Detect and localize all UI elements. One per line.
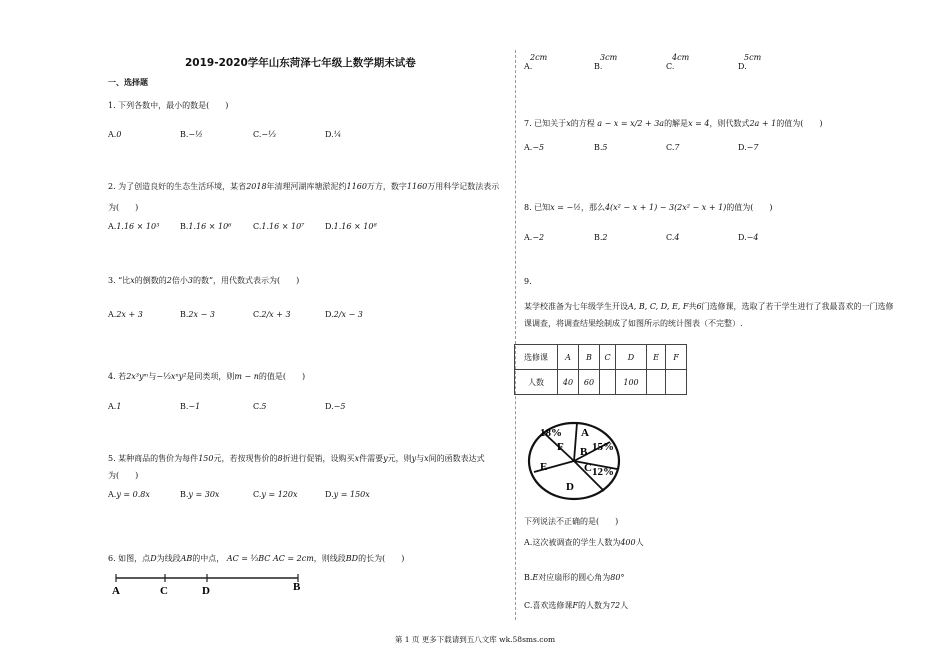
q9-stem-cont: 课调查，将调查结果绘制成了如图所示的统计图表（不完整）.	[524, 319, 743, 328]
q1-opt-b: B.−½	[180, 130, 203, 139]
pie-label-b: B	[580, 446, 588, 458]
table-cell: E	[647, 345, 666, 370]
page-footer: 第 1 页 更多下载请到五八文库 wk.58sms.com	[394, 635, 556, 644]
pie-label-e: E	[540, 461, 548, 473]
table-row	[515, 345, 687, 370]
q7-opt-b: B.5	[594, 143, 608, 152]
q1-opt-a: A.0	[108, 130, 122, 139]
q9-opt-c: C.喜欢选修课F的人数为72人	[524, 601, 629, 610]
q4-opt-b: B.−1	[180, 402, 201, 411]
q7-stem: 7. 已知关于x的方程 a − x = x/2 + 3a的解是x = 4，则代数式2a + 1的值为( )	[524, 119, 823, 128]
table-cell: 60	[579, 370, 600, 395]
q6-segment-figure	[108, 570, 308, 598]
q6-opt-a: 2cm A.	[524, 53, 548, 71]
q4-opt-d: D.−5	[325, 402, 346, 411]
q6-opt-b: 3cm B.	[594, 53, 618, 71]
q5-stem-cont: 为( )	[108, 471, 139, 480]
q5-stem: 5. 某种商品的售价为每件150元，若按现售价的8折进行促销，设购买x件需要y元，则y与x间的函数表达式	[108, 454, 485, 463]
point-label-b: B	[293, 581, 301, 593]
q5-opt-a: A.y = 0.8x	[108, 490, 150, 499]
table-cell: 40	[558, 370, 579, 395]
q1-opt-c: C.−⅓	[253, 130, 276, 139]
q4-opt-a: A.1	[108, 402, 122, 411]
table-cell: 选修课	[515, 345, 558, 370]
q5-opt-d: D.y = 150x	[325, 490, 370, 499]
table-cell: C	[600, 345, 616, 370]
pie-label-d: D	[566, 481, 574, 493]
q4-stem: 4. 若2x³yᵐ与−⅓xⁿy²是同类项，则m − n的值是( )	[108, 372, 306, 381]
q9-opt-b: B.E对应扇形的圆心角为80°	[524, 573, 625, 582]
pie-label-a: A	[581, 427, 589, 439]
table-cell	[647, 370, 666, 395]
q6-stem: 6. 如图，点D为线段AB的中点， AC = ⅓BC AC = 2cm，则线段BD的长为( )	[108, 554, 405, 563]
q3-stem: 3. “比x的倒数的2倍小3的数”，用代数式表示为( )	[108, 276, 300, 285]
pie-label-c: C	[584, 462, 592, 474]
q2-opt-d: D.1.16 × 10⁸	[325, 222, 377, 231]
table-cell	[600, 370, 616, 395]
pie-pct-f: 18%	[540, 427, 562, 439]
table-cell: F	[666, 345, 687, 370]
q3-opt-b: B.2x − 3	[180, 310, 215, 319]
q2-stem-cont: 为( )	[108, 203, 139, 212]
q5-opt-b: B.y = 30x	[180, 490, 220, 499]
q2-opt-c: C.1.16 × 10⁷	[253, 222, 305, 231]
q1-opt-d: D.¼	[325, 130, 342, 139]
q6-opt-c: 4cm C.	[666, 53, 690, 71]
page-title: 2019-2020学年山东菏泽七年级上数学期末试卷	[185, 57, 416, 69]
pie-pct-b: 15%	[592, 441, 614, 453]
q2-opt-a: A.1.16 × 10³	[108, 222, 160, 231]
q9-number: 9.	[524, 277, 532, 286]
pie-label-f: F	[557, 441, 564, 453]
q9-question: 下列说法不正确的是( )	[524, 517, 619, 526]
q6-opt-d: 5cm D.	[738, 53, 762, 71]
q2-stem: 2. 为了创造良好的生态生活环境，某省2018年清理河湖库塘淤泥约1160万方，数字1160万用科学记数法表示	[108, 182, 500, 191]
q8-opt-c: C.4	[666, 233, 680, 242]
table-cell: 人数	[515, 370, 558, 395]
q8-stem: 8. 已知x = −½，那么4(x² − x + 1) − 3(2x² − x + 1)的值为( )	[524, 203, 773, 212]
q8-opt-d: D.−4	[738, 233, 759, 242]
pie-pct-c: 12%	[592, 466, 614, 478]
table-row	[515, 370, 687, 395]
table-cell: D	[616, 345, 647, 370]
q7-opt-d: D.−7	[738, 143, 759, 152]
table-cell: B	[579, 345, 600, 370]
q9-stem: 某学校准备为七年级学生开设A, B, C, D, E, F共6门选修课，选取了若干学生进行了我最喜欢的一门选修	[524, 302, 894, 311]
table-cell	[666, 370, 687, 395]
table-cell: 100	[616, 370, 647, 395]
q9-stats-table	[514, 344, 687, 395]
point-label-a: A	[112, 585, 120, 597]
q3-opt-a: A.2x + 3	[108, 310, 143, 319]
point-label-d: D	[202, 585, 210, 597]
point-label-c: C	[160, 585, 168, 597]
column-divider	[515, 50, 516, 620]
q7-opt-a: A.−5	[524, 143, 545, 152]
q8-opt-b: B.2	[594, 233, 608, 242]
table-cell: A	[558, 345, 579, 370]
q4-opt-c: C.5	[253, 402, 267, 411]
q5-opt-c: C.y = 120x	[253, 490, 298, 499]
q2-opt-b: B.1.16 × 10⁶	[180, 222, 232, 231]
q7-opt-c: C.7	[666, 143, 680, 152]
q3-opt-d: D.2/x − 3	[325, 310, 363, 319]
section-heading: 一、选择题	[108, 78, 148, 87]
q1-stem: 1. 下列各数中，最小的数是( )	[108, 101, 229, 110]
q8-opt-a: A.−2	[524, 233, 545, 242]
q9-pie-chart	[520, 415, 630, 507]
q3-opt-c: C.2/x + 3	[253, 310, 291, 319]
q9-opt-a: A.这次被调查的学生人数为400人	[524, 538, 644, 547]
